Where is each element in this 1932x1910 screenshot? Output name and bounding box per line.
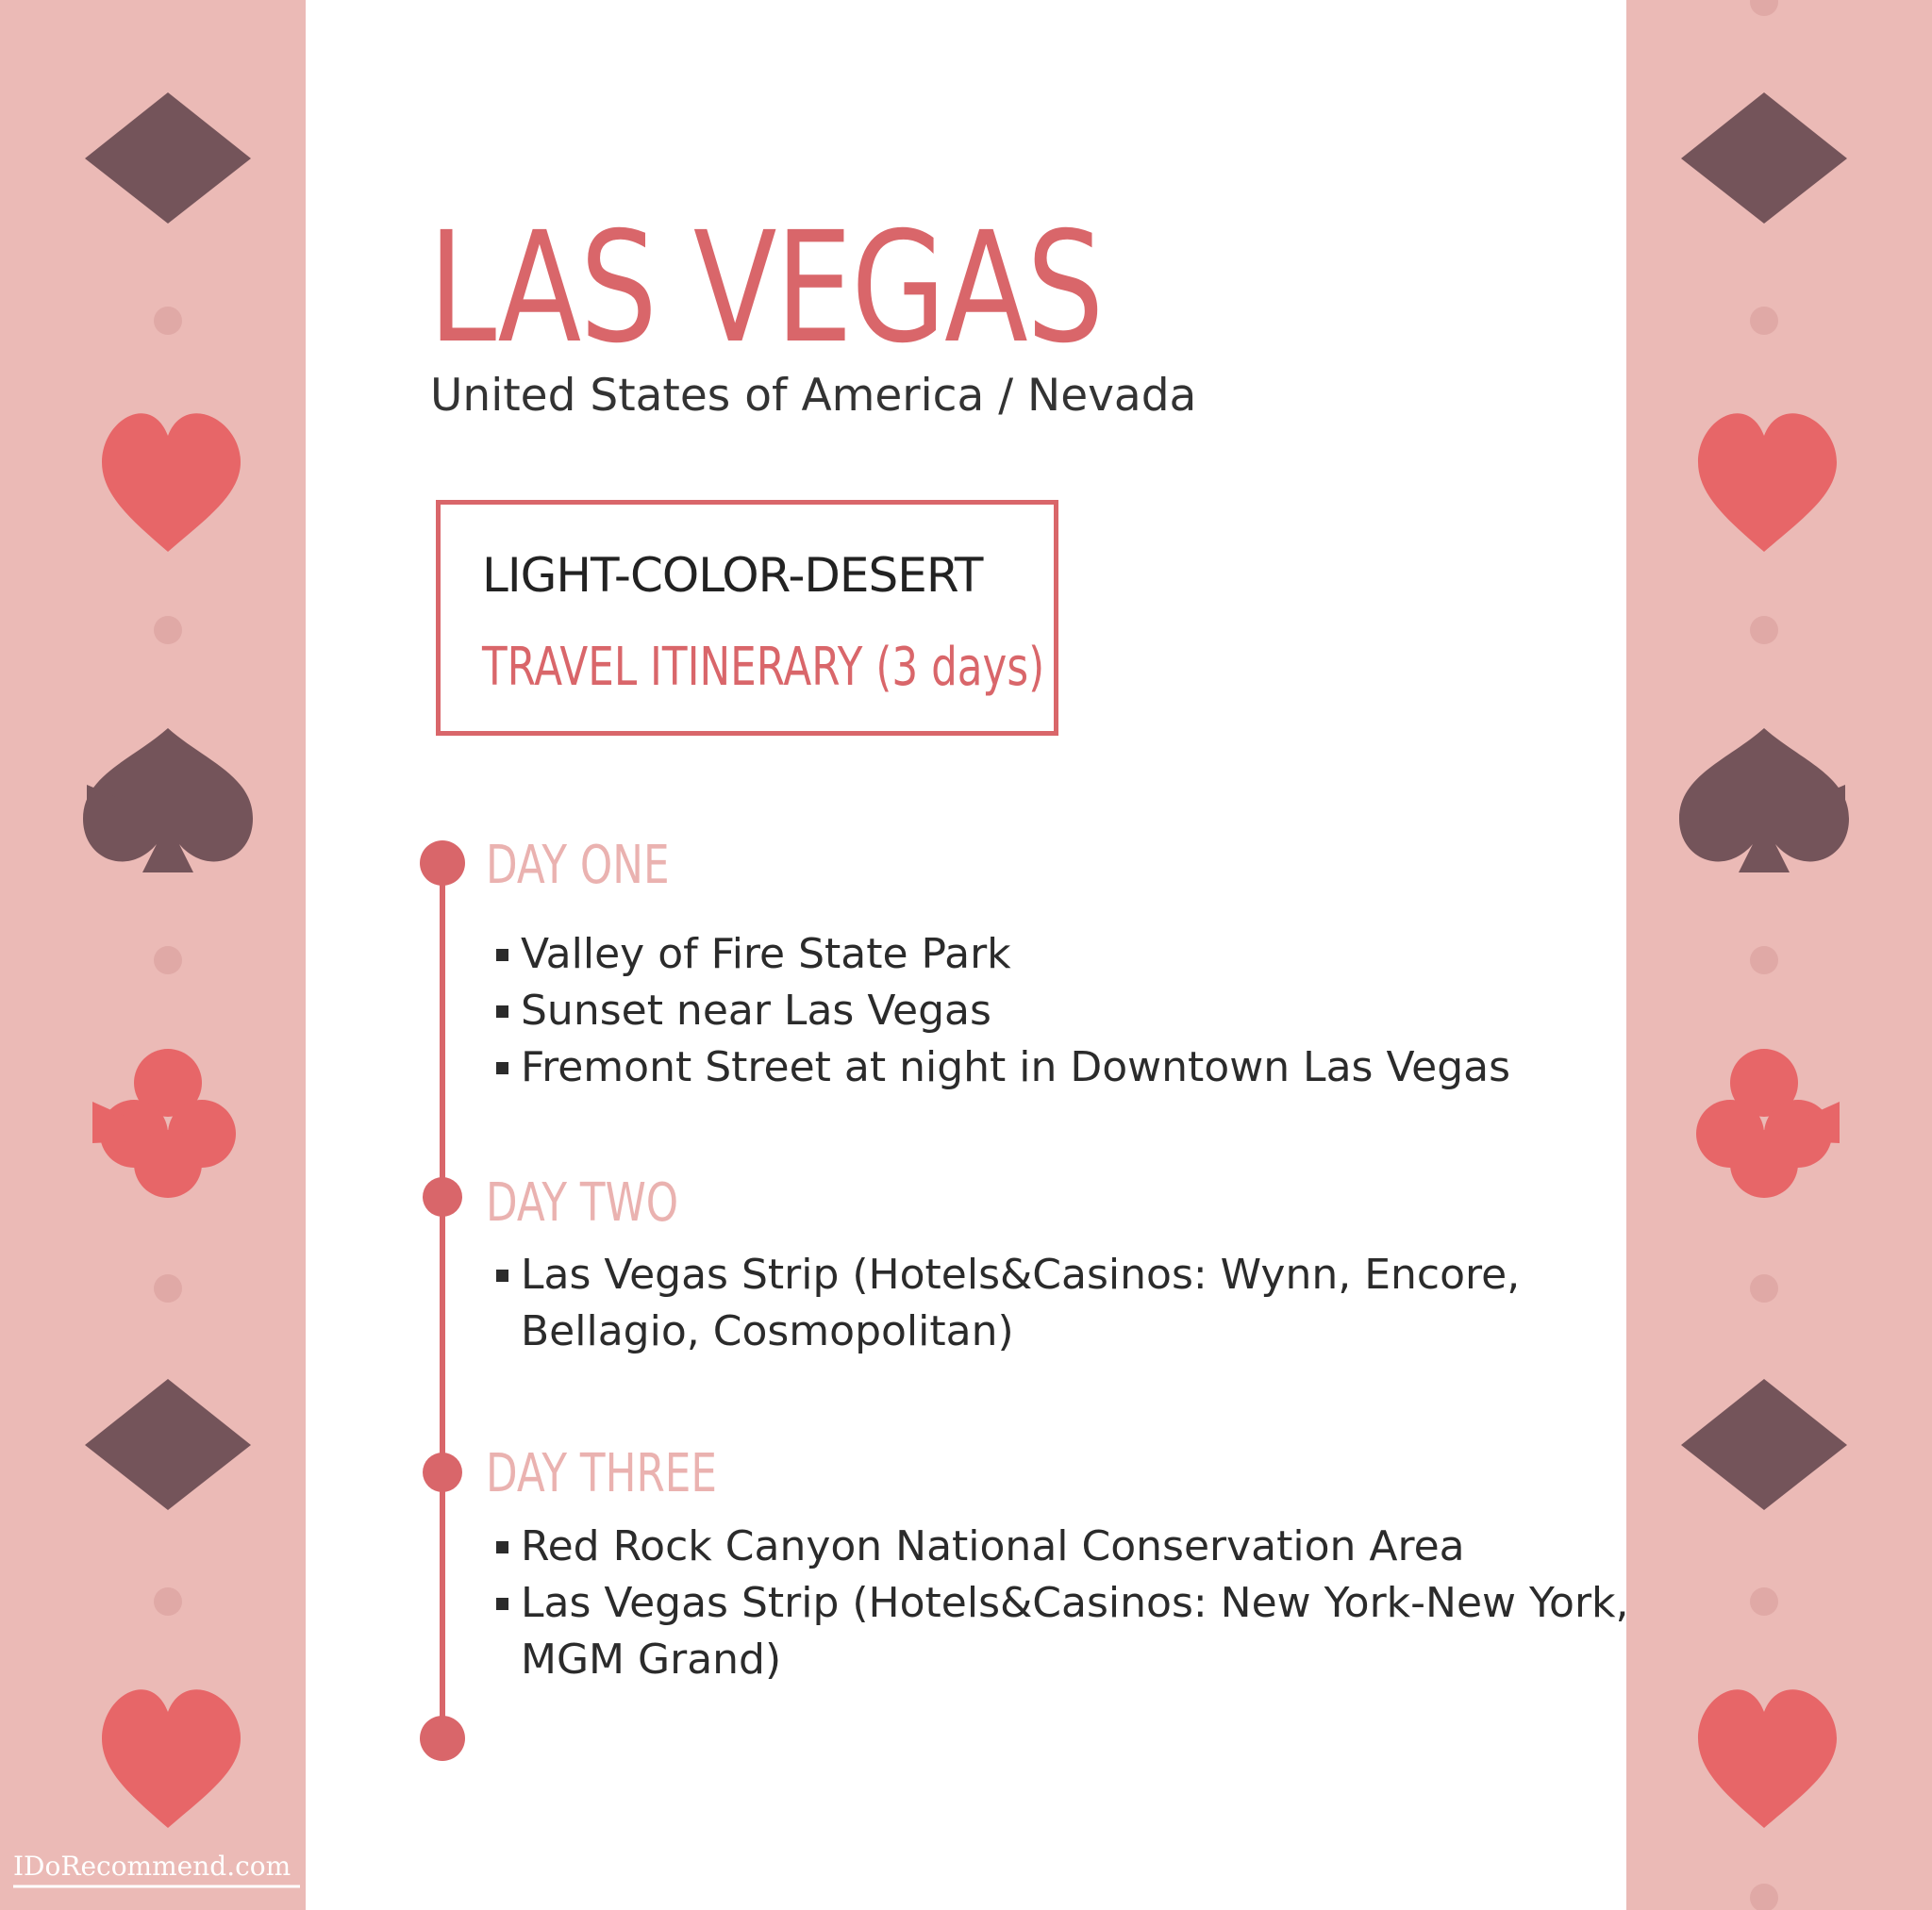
timeline-node — [423, 1453, 462, 1492]
list-item: Fremont Street at night in Downtown Las Vegas — [492, 1039, 1510, 1096]
timeline-node — [420, 840, 465, 886]
day-two-list — [492, 1247, 1520, 1360]
badge-itinerary: TRAVEL ITINERARY (3 days) — [482, 637, 1045, 698]
list-item: Las Vegas Strip (Hotels&Casinos: Wynn, Encore, — [492, 1247, 1520, 1304]
timeline-node — [423, 1177, 462, 1217]
timeline-node — [420, 1716, 465, 1761]
page-title: LAS VEGAS — [428, 200, 1103, 377]
list-item: Las Vegas Strip (Hotels&Casinos: New York-New York, — [492, 1575, 1629, 1632]
badge-theme: LIGHT-COLOR-DESERT — [482, 548, 983, 603]
list-item: Sunset near Las Vegas — [492, 983, 1510, 1039]
day-two-label: DAY TWO — [486, 1172, 679, 1234]
watermark: IDoRecommend.com — [13, 1851, 291, 1882]
list-item: Valley of Fire State Park — [492, 926, 1510, 983]
day-three-label: DAY THREE — [486, 1443, 718, 1504]
list-item-continued: MGM Grand) — [521, 1636, 782, 1684]
day-three-list — [492, 1519, 1629, 1688]
location-subtitle: United States of America / Nevada — [430, 370, 1197, 422]
day-one-label: DAY ONE — [486, 835, 670, 896]
day-one-list — [492, 926, 1510, 1096]
list-item-continued: Bellagio, Cosmopolitan) — [521, 1307, 1014, 1355]
list-item: Red Rock Canyon National Conservation Area — [492, 1519, 1629, 1575]
